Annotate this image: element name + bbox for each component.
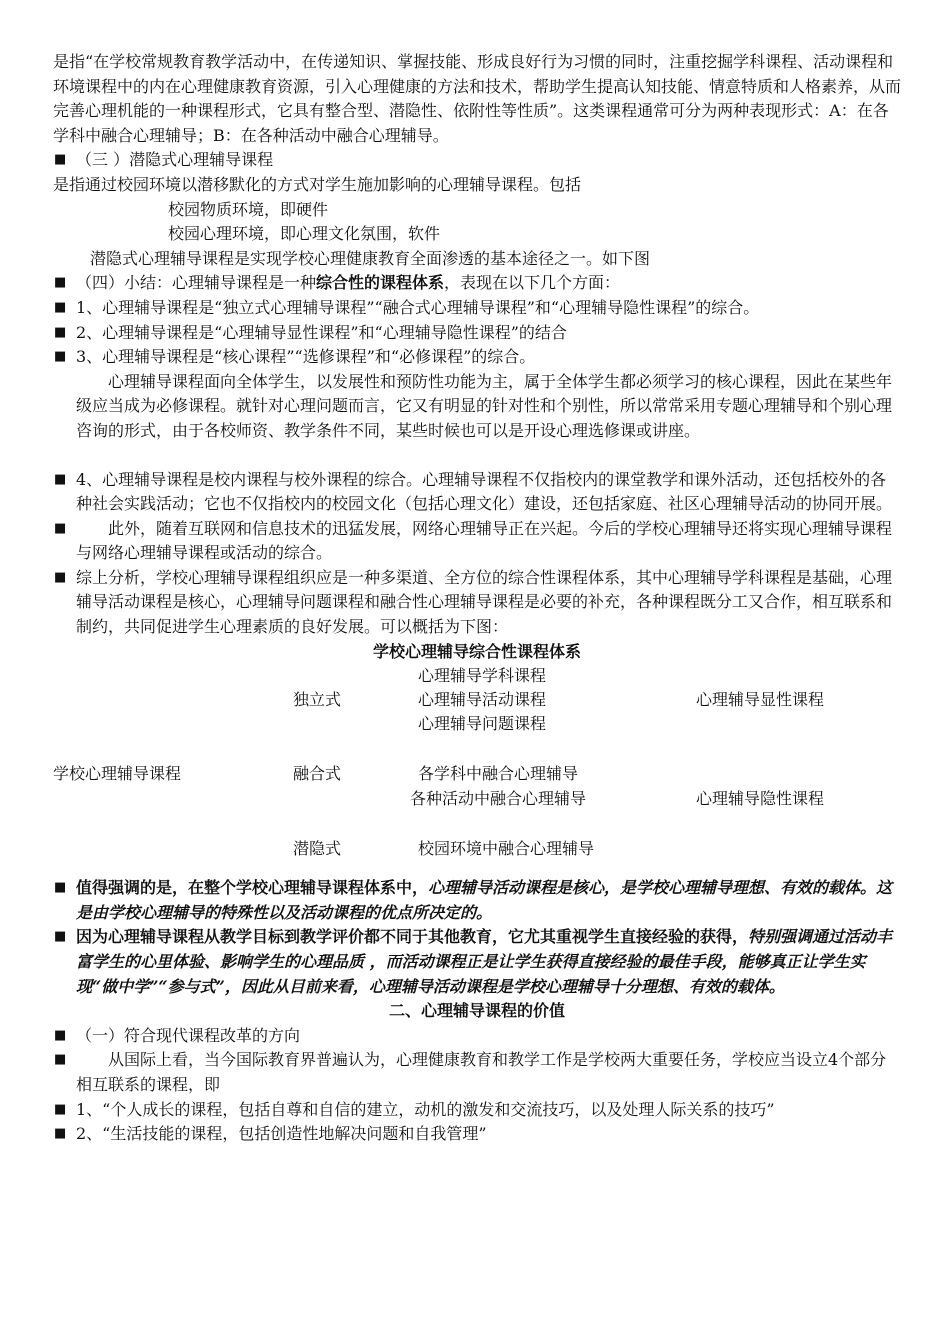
emphasis-paragraph-1: ■ 值得强调的是，在整个学校心理辅导课程体系中，心理辅导活动课程是核心，是学校心理辅导理想、有效的载体。这是由学校心理辅导的特殊性以及活动课程的优点所决定的。 xyxy=(54,878,893,922)
diagram-item: 心理辅导学科课程 xyxy=(418,666,547,686)
emphasis-paragraph-2: ■ 因为心理辅导课程从教学目标到教学评价都不同于其他教育，它尤其重视学生直接经验的获得，特别强调通过活动丰富学生的心里体验、影响学生的心理品质 ，而活动课程正是让学生获得直接经验的最佳手段，能够真正让学生实现“做中学”“参与式”，因此从目前来看，心理辅导活动课程是学校心理辅导十分理想、有效的载体。 xyxy=(54,927,893,996)
section-heading-latent-course: ■ （三 ）潜隐式心理辅导课程 xyxy=(54,148,902,173)
list-item-personal-growth: ■ 1、“个人成长的课程，包括自尊和自信的建立，动机的激发和交流技巧，以及处理人际关系的技巧” xyxy=(54,1098,902,1123)
bullet-square-icon: ■ xyxy=(54,349,67,365)
paragraph-international-view: ■ 从国际上看，当今国际教育界普遍认为，心理健康教育和教学工作是学校两大重要任务，学校应当设立4个部分相互联系的课程，即 xyxy=(54,1050,887,1094)
list-item-point-5: ■ 此外，随着互联网和信息技术的迅猛发展，网络心理辅导正在兴起。今后的学校心理辅导还将实现心理辅导课程与网络心理辅导课程或活动的综合。 xyxy=(54,518,893,563)
paragraph-integrated-course-definition xyxy=(53,50,902,148)
bullet-square-icon: ■ xyxy=(54,569,67,585)
diagram-type-integrated: 融合式 xyxy=(293,764,342,784)
paragraph-latent-course-description: 是指通过校园环境以潜移默化的方式对学生施加影响的心理辅导课程。包括 xyxy=(53,174,582,194)
course-system-diagram xyxy=(0,664,950,882)
bullet-square-icon: ■ xyxy=(54,1126,67,1142)
diagram-implicit-course: 心理辅导隐性课程 xyxy=(696,789,825,809)
list-item-point-1: ■ 1、心理辅导课程是“独立式心理辅导课程”“融合式心理辅导课程”和“心理辅导隐性课程”的综合。 xyxy=(54,296,902,321)
diagram-item: 各学科中融合心理辅导 xyxy=(418,764,579,784)
diagram-item: 校园环境中融合心理辅导 xyxy=(418,839,595,859)
diagram-type-independent: 独立式 xyxy=(293,690,342,710)
diagram-item: 心理辅导问题课程 xyxy=(418,714,547,734)
section-heading-value: 二、心理辅导课程的价值 xyxy=(388,1001,565,1021)
paragraph-text: 是指“在学校常规教育教学活动中，在传递知识、掌握技能、形成良好行为习惯的同时，注重挖掘学科课程、活动课程和环境课程中的内在心理健康教育资源，引入心理健康的方法和技术，帮助学生提高认知技能、情意特质和人格素养，从而完善心理机能的一种课程形式，它具有整合型、潜隐性、依附性等性质”。这类课程通常可分为两种表现形式：A：在各学科中融合心理辅导；B：在各种活动中融合心理辅导。 xyxy=(53,52,902,145)
bullet-square-icon: ■ xyxy=(54,1101,67,1117)
subsection-heading-reform: ■ （一）符合现代课程改革的方向 xyxy=(54,1024,902,1049)
list-item-psychological-environment: 校园心理环境，即心理文化氛围，软件 xyxy=(168,224,441,244)
bullet-square-icon: ■ xyxy=(54,520,67,536)
bullet-square-icon: ■ xyxy=(54,275,67,291)
diagram-type-latent: 潜隐式 xyxy=(293,839,342,859)
list-item-point-6: ■ 综上分析，学校心理辅导课程组织应是一种多渠道、全方位的综合性课程体系，其中心理辅导学科课程是基础，心理辅导活动课程是核心，心理辅导问题课程和融合性心理辅导课程是必要的补充，各种课程既分工又合作，相互联系和制约，共同促进学生心理素质的良好发展。可以概括为下图： xyxy=(54,567,893,637)
bullet-square-icon: ■ xyxy=(54,152,67,168)
bullet-square-icon: ■ xyxy=(54,471,67,487)
diagram-item: 心理辅导活动课程 xyxy=(418,690,547,710)
bullet-square-icon: ■ xyxy=(54,880,67,896)
spacer xyxy=(0,444,950,468)
list-item-point-2: ■ 2、心理辅导课程是“心理辅导显性课程”和“心理辅导隐性课程”的结合 xyxy=(54,321,902,346)
diagram-title: 学校心理辅导综合性课程体系 xyxy=(372,641,581,661)
section-heading-summary: ■ （四）小结：心理辅导课程是一种综合性的课程体系，表现在以下几个方面： xyxy=(54,271,902,296)
bullet-square-icon: ■ xyxy=(54,1052,67,1068)
paragraph-latent-course-note: 潜隐式心理辅导课程是实现学校心理健康教育全面渗透的基本途径之一。如下图 xyxy=(90,248,651,268)
bullet-square-icon: ■ xyxy=(54,299,67,315)
paragraph-point-3-detail: 心理辅导课程面向全体学生，以发展性和预防性功能为主，属于全体学生都必须学习的核心课程，因此在某些年级应当成为必修课程。就针对心理问题而言，它又有明显的针对性和个别性，所以常常采用专题心理辅导和个别心理咨询的形式，由于各校师资、教学条件不同，某些时候也可以是开设心理选修课或讲座。 xyxy=(76,371,893,440)
bullet-square-icon: ■ xyxy=(54,1027,67,1043)
list-item-life-skills: ■ 2、“生活技能的课程，包括创造性地解决问题和自我管理” xyxy=(54,1122,902,1147)
bullet-square-icon: ■ xyxy=(54,324,67,340)
bullet-square-icon: ■ xyxy=(54,929,67,945)
diagram-item: 各种活动中融合心理辅导 xyxy=(410,789,587,809)
diagram-explicit-course: 心理辅导显性课程 xyxy=(696,690,825,710)
list-item-point-4: ■ 4、心理辅导课程是校内课程与校外课程的综合。心理辅导课程不仅指校内的课堂教学和课外活动，还包括校外的各种社会实践活动；它也不仅指校内的校园文化（包括心理文化）建设，还包括家庭、社区心理辅导活动的协同开展。 xyxy=(54,469,893,514)
list-item-point-3: ■ 3、心理辅导课程是“核心课程”“选修课程”和“必修课程”的综合。 xyxy=(54,345,902,370)
list-item-physical-environment: 校园物质环境，即硬件 xyxy=(168,199,329,219)
diagram-root: 学校心理辅导课程 xyxy=(53,764,182,784)
